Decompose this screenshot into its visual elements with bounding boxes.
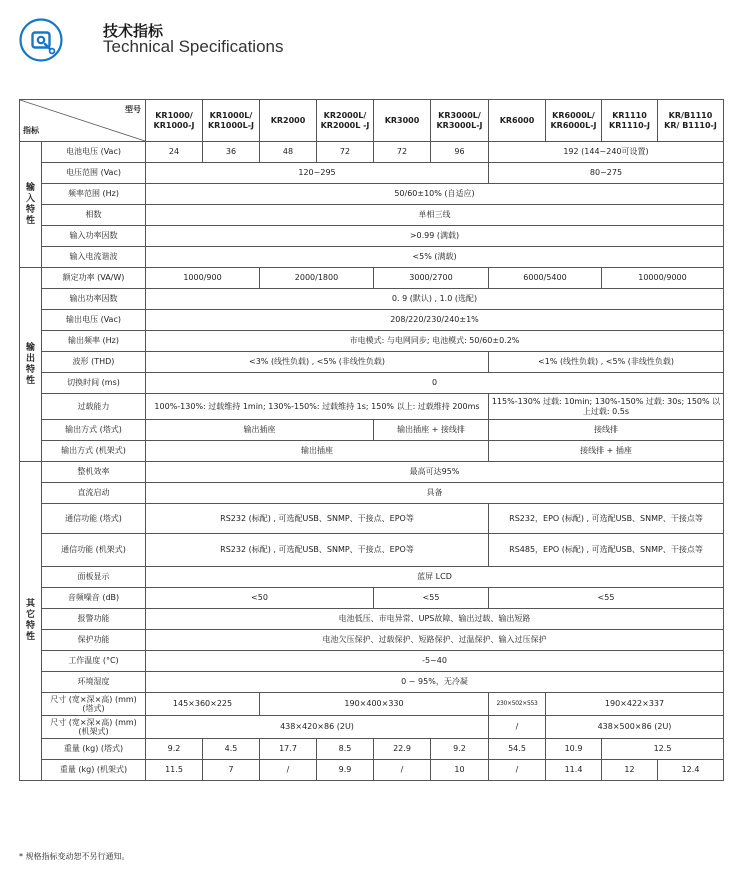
row-label: 报警功能 [42,609,146,630]
cell: 6000/5400 [489,268,602,289]
table-row [20,184,724,205]
row-label: 面板显示 [42,567,146,588]
cell: 9.9 [317,760,374,781]
gear-wrench-icon [19,18,63,62]
group-label-output: 输 出 特 性 [20,268,42,462]
cell: 96 [431,142,489,163]
row-label: 输出方式 (塔式) [42,420,146,441]
model-header: KR1000/ KR1000-J [146,100,203,142]
row-label: 电池电压 (Vac) [42,142,146,163]
model-header: KR1110 KR1110-J [602,100,658,142]
cell: 36 [203,142,260,163]
cell: 10.9 [546,739,602,760]
row-label: 切换时间 (ms) [42,373,146,394]
cell: 192 (144~240可设置) [489,142,724,163]
cell: 120~295 [146,163,489,184]
cell: 11.4 [546,760,602,781]
page-subtitle: Technical Specifications [103,37,284,56]
row-label: 尺寸 (宽×深×高) (mm) (机架式) [42,716,146,739]
cell: / [374,760,431,781]
table-row [20,567,724,588]
table-row [20,310,724,331]
row-label: 额定功率 (VA/W) [42,268,146,289]
corner-spec-label: 指标 [23,125,39,135]
table-row [20,760,724,781]
cell: 9.2 [431,739,489,760]
cell: 0 [146,373,724,394]
spec-table [19,99,724,781]
cell: 72 [374,142,431,163]
table-row [20,289,724,310]
group-label-input: 输 入 特 性 [20,142,42,268]
row-label: 直流启动 [42,483,146,504]
cell: 54.5 [489,739,546,760]
corner-cell [20,100,146,142]
table-row [20,226,724,247]
table-row [20,693,724,716]
cell: 190×400×330 [260,693,489,716]
table-row [20,483,724,504]
cell: 电池欠压保护、过载保护、短路保护、过温保护、输入过压保护 [146,630,724,651]
cell: 12 [602,760,658,781]
cell: 7 [203,760,260,781]
cell: 48 [260,142,317,163]
table-row [20,504,724,534]
cell: 100%-130%: 过载维持 1min; 130%-150%: 过载维持 1s; 150% 以上: 过载维持 200ms [146,394,489,420]
cell: 2000/1800 [260,268,374,289]
cell: 单相三线 [146,205,724,226]
cell: 输出插座 [146,420,374,441]
model-header: KR2000L/ KR2000L -J [317,100,374,142]
cell: 438×420×86 (2U) [146,716,489,739]
row-label: 尺寸 (宽×深×高) (mm) (塔式) [42,693,146,716]
corner-model-label: 型号 [125,105,141,114]
row-label: 通信功能 (机架式) [42,534,146,567]
cell: 115%-130% 过载: 10min; 130%-150% 过载: 30s; 150% 以上过载: 0.5s [489,394,724,420]
table-row [20,352,724,373]
model-header: KR3000 [374,100,431,142]
row-label: 相数 [42,205,146,226]
table-row [20,534,724,567]
table-row [20,588,724,609]
cell: 208/220/230/240±1% [146,310,724,331]
cell: 10000/9000 [602,268,724,289]
row-label: 输出功率因数 [42,289,146,310]
cell: 22.9 [374,739,431,760]
cell: 0 ~ 95%，无冷凝 [146,672,724,693]
table-row [20,268,724,289]
row-label: 电压范围 (Vac) [42,163,146,184]
row-label: 过载能力 [42,394,146,420]
header-row [20,100,724,142]
table-row [20,205,724,226]
cell: <55 [489,588,724,609]
table-row [20,651,724,672]
cell: >0.99 (满载) [146,226,724,247]
cell: 11.5 [146,760,203,781]
table-row [20,739,724,760]
row-label: 输出电压 (Vac) [42,310,146,331]
row-label: 通信功能 (塔式) [42,504,146,534]
cell: -5~40 [146,651,724,672]
cell: 输出插座 + 接线排 [374,420,489,441]
table-row [20,163,724,184]
row-label: 频率范围 (Hz) [42,184,146,205]
page-title: 技术指标 [103,22,164,40]
row-label: 输入电流谐波 [42,247,146,268]
row-label: 工作温度 (°C) [42,651,146,672]
cell: 1000/900 [146,268,260,289]
cell: 最高可达95% [146,462,724,483]
model-header: KR6000 [489,100,546,142]
cell: 具备 [146,483,724,504]
model-header: KR2000 [260,100,317,142]
cell: <55 [374,588,489,609]
group-label-other: 其 它 特 性 [20,462,42,781]
model-header: KR1000L/ KR1000L-J [203,100,260,142]
row-label: 音频噪音 (dB) [42,588,146,609]
cell: 80~275 [489,163,724,184]
cell: 10 [431,760,489,781]
row-label: 重量 (kg) (机架式) [42,760,146,781]
table-row [20,716,724,739]
model-header: KR6000L/ KR6000L-J [546,100,602,142]
cell: / [260,760,317,781]
cell: 4.5 [203,739,260,760]
row-label: 环境湿度 [42,672,146,693]
cell: <1% (线性负载) , <5% (非线性负载) [489,352,724,373]
cell: 蓝屏 LCD [146,567,724,588]
row-label: 整机效率 [42,462,146,483]
table-row [20,420,724,441]
cell: 24 [146,142,203,163]
cell: 50/60±10% (自适应) [146,184,724,205]
row-label: 输入功率因数 [42,226,146,247]
cell: 190×422×337 [546,693,724,716]
table-row [20,609,724,630]
cell: 8.5 [317,739,374,760]
table-row [20,394,724,420]
cell: 电池低压、市电异常、UPS故障、输出过载、输出短路 [146,609,724,630]
table-row [20,441,724,462]
row-label: 输出频率 (Hz) [42,331,146,352]
cell: 12.4 [658,760,724,781]
table-row [20,142,724,163]
cell: / [489,716,546,739]
cell: RS232 (标配) , 可选配USB、SNMP、干接点、EPO等 [146,534,489,567]
cell: 3000/2700 [374,268,489,289]
row-label: 保护功能 [42,630,146,651]
cell: 12.5 [602,739,724,760]
cell: / [489,760,546,781]
cell: 0. 9 (默认) , 1.0 (选配) [146,289,724,310]
row-label: 波形 (THD) [42,352,146,373]
cell: 输出插座 [146,441,489,462]
cell: 230×502×553 [489,693,546,716]
cell: 接线排 [489,420,724,441]
cell: 市电模式: 与电网同步; 电池模式: 50/60±0.2% [146,331,724,352]
cell: <3% (线性负载) , <5% (非线性负载) [146,352,489,373]
model-header: KR3000L/ KR3000L-J [431,100,489,142]
cell: RS232，EPO (标配) , 可选配USB、SNMP、干接点等 [489,504,724,534]
footnote: * 规格指标变动恕不另行通知。 [19,852,130,861]
model-header: KR/B1110 KR/ B1110-J [658,100,724,142]
row-label: 重量 (kg) (塔式) [42,739,146,760]
cell: 72 [317,142,374,163]
table-row [20,672,724,693]
cell: 9.2 [146,739,203,760]
table-row [20,462,724,483]
cell: 145×360×225 [146,693,260,716]
cell: 438×500×86 (2U) [546,716,724,739]
cell: <5% (满载) [146,247,724,268]
cell: RS232 (标配) , 可选配USB、SNMP、干接点、EPO等 [146,504,489,534]
table-row [20,331,724,352]
table-row [20,373,724,394]
cell: RS485，EPO (标配) , 可选配USB、SNMP、干接点等 [489,534,724,567]
cell: 接线排 + 插座 [489,441,724,462]
row-label: 输出方式 (机架式) [42,441,146,462]
table-row [20,247,724,268]
cell: <50 [146,588,374,609]
table-row [20,630,724,651]
cell: 17.7 [260,739,317,760]
